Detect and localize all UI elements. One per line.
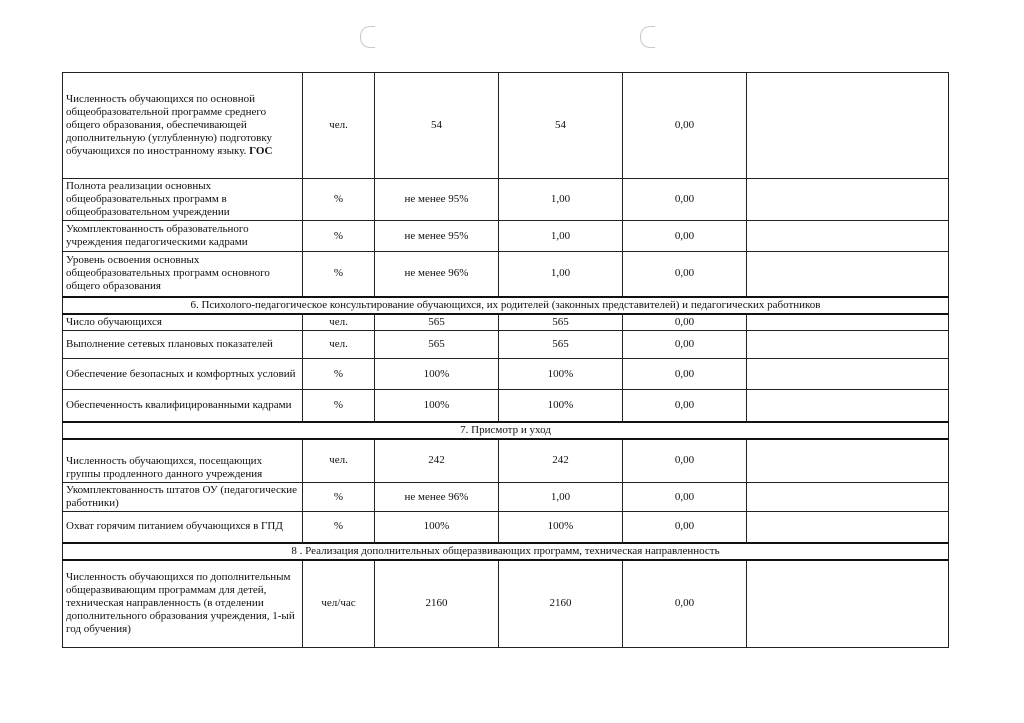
indicator-name: Выполнение сетевых плановых показателей: [63, 331, 303, 359]
deviation-value: 0,00: [623, 73, 747, 179]
deviation-value: 0,00: [623, 512, 747, 543]
note-cell: [747, 512, 949, 543]
table-row: [63, 439, 949, 483]
unit-cell: %: [303, 512, 375, 543]
section-title: 6. Психолого-педагогическое консультирование обучающихся, их родителей (законных представителей) и педагогических работников: [63, 297, 949, 314]
indicator-name: Укомплектованность штатов ОУ (педагогические работники): [63, 483, 303, 512]
section-header-row: [63, 297, 949, 314]
punch-hole-mark: [360, 26, 375, 48]
indicator-name: Численность обучающихся по основной общеобразовательной программе среднего общего образования, обеспечивающей дополнительную (углубленную) подготовку обучающихся по иностранному языку. ГОС: [63, 73, 303, 179]
deviation-value: 0,00: [623, 331, 747, 359]
unit-cell: чел.: [303, 73, 375, 179]
note-cell: [747, 483, 949, 512]
plan-value: 565: [375, 331, 499, 359]
indicator-name: Обеспечение безопасных и комфортных условий: [63, 359, 303, 390]
unit-cell: чел/час: [303, 560, 375, 648]
unit-cell: чел.: [303, 331, 375, 359]
indicator-name: Численность обучающихся, посещающих группы продленного данного учреждения: [63, 439, 303, 483]
deviation-value: 0,00: [623, 390, 747, 422]
plan-value: не менее 95%: [375, 221, 499, 252]
punch-hole-mark: [640, 26, 655, 48]
table-row: [63, 560, 949, 648]
unit-cell: %: [303, 483, 375, 512]
indicator-name: Укомплектованность образовательного учреждения педагогическими кадрами: [63, 221, 303, 252]
unit-cell: %: [303, 252, 375, 297]
indicator-name: Охват горячим питанием обучающихся в ГПД: [63, 512, 303, 543]
note-cell: [747, 560, 949, 648]
table-row: [63, 331, 949, 359]
note-cell: [747, 390, 949, 422]
indicator-name: Численность обучающихся по дополнительным общеразвивающим программам для детей, техническая направленность (в отделении дополнительного образования учреждения, 1-ый год обучения): [63, 560, 303, 648]
plan-value: 100%: [375, 512, 499, 543]
note-cell: [747, 359, 949, 390]
table-row: [63, 512, 949, 543]
table-row: [63, 483, 949, 512]
indicator-name: Полнота реализации основных общеобразовательных программ в общеобразовательном учреждении: [63, 179, 303, 221]
unit-cell: %: [303, 390, 375, 422]
fact-value: 1,00: [499, 179, 623, 221]
plan-value: 565: [375, 314, 499, 331]
section-header-row: [63, 543, 949, 560]
fact-value: 100%: [499, 512, 623, 543]
table-row: [63, 314, 949, 331]
deviation-value: 0,00: [623, 439, 747, 483]
note-cell: [747, 179, 949, 221]
table-row: [63, 179, 949, 221]
deviation-value: 0,00: [623, 252, 747, 297]
plan-value: не менее 95%: [375, 179, 499, 221]
deviation-value: 0,00: [623, 483, 747, 512]
indicator-name: Обеспеченность квалифицированными кадрами: [63, 390, 303, 422]
note-cell: [747, 221, 949, 252]
deviation-value: 0,00: [623, 359, 747, 390]
table-row: [63, 221, 949, 252]
table-row: [63, 73, 949, 179]
report-table: [62, 72, 949, 648]
plan-value: 100%: [375, 359, 499, 390]
unit-cell: чел.: [303, 439, 375, 483]
plan-value: 242: [375, 439, 499, 483]
fact-value: 242: [499, 439, 623, 483]
fact-value: 100%: [499, 390, 623, 422]
fact-value: 2160: [499, 560, 623, 648]
note-cell: [747, 439, 949, 483]
deviation-value: 0,00: [623, 179, 747, 221]
note-cell: [747, 331, 949, 359]
section-title: 7. Присмотр и уход: [63, 422, 949, 439]
table-row: [63, 359, 949, 390]
indicator-name: Число обучающихся: [63, 314, 303, 331]
unit-cell: %: [303, 179, 375, 221]
unit-cell: %: [303, 221, 375, 252]
plan-value: не менее 96%: [375, 252, 499, 297]
fact-value: 1,00: [499, 252, 623, 297]
deviation-value: 0,00: [623, 560, 747, 648]
plan-value: 2160: [375, 560, 499, 648]
note-cell: [747, 252, 949, 297]
unit-cell: %: [303, 359, 375, 390]
fact-value: 1,00: [499, 483, 623, 512]
deviation-value: 0,00: [623, 221, 747, 252]
note-cell: [747, 314, 949, 331]
plan-value: не менее 96%: [375, 483, 499, 512]
indicator-name: Уровень освоения основных общеобразовательных программ основного общего образования: [63, 252, 303, 297]
fact-value: 565: [499, 331, 623, 359]
note-cell: [747, 73, 949, 179]
deviation-value: 0,00: [623, 314, 747, 331]
plan-value: 100%: [375, 390, 499, 422]
table-row: [63, 252, 949, 297]
fact-value: 565: [499, 314, 623, 331]
section-header-row: [63, 422, 949, 439]
section-title: 8 . Реализация дополнительных общеразвивающих программ, техническая направленность: [63, 543, 949, 560]
fact-value: 1,00: [499, 221, 623, 252]
table-row: [63, 390, 949, 422]
plan-value: 54: [375, 73, 499, 179]
unit-cell: чел.: [303, 314, 375, 331]
fact-value: 100%: [499, 359, 623, 390]
fact-value: 54: [499, 73, 623, 179]
